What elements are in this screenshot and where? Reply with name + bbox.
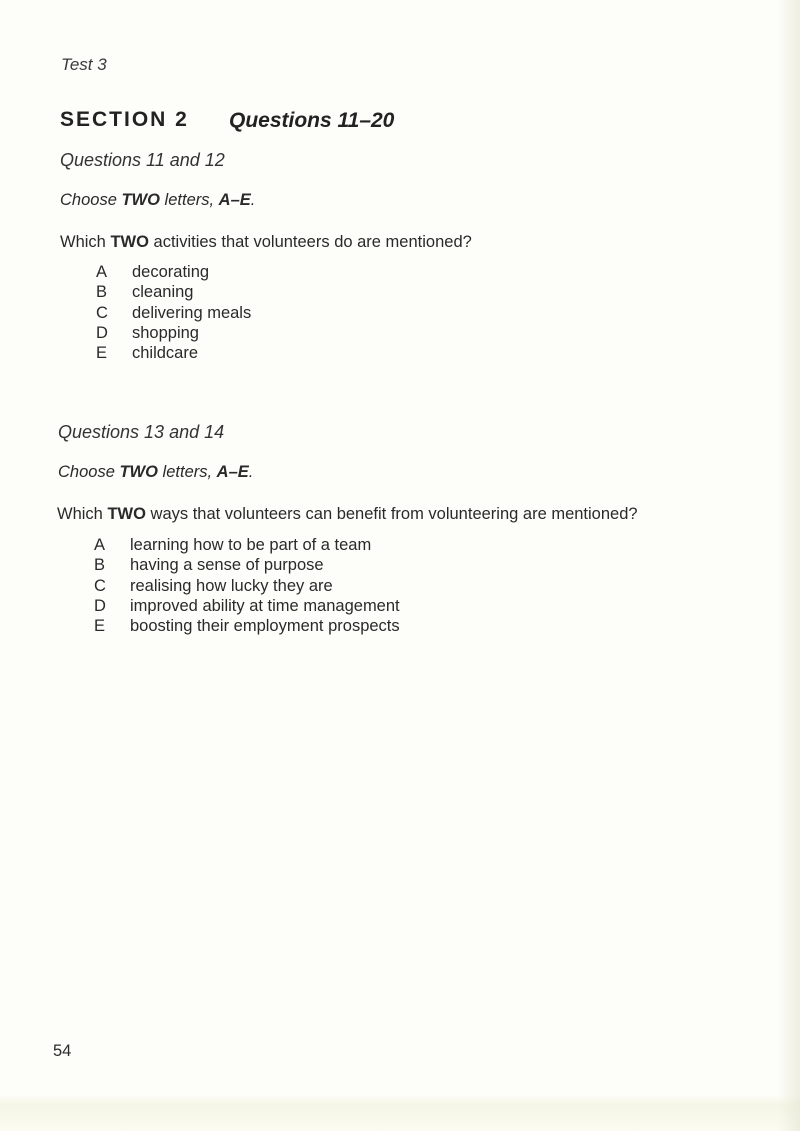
page-number: 54 xyxy=(53,1042,72,1060)
test-label: Test 3 xyxy=(61,55,107,74)
instruction-13-14: Choose TWO letters, A–E. xyxy=(58,463,254,481)
option-d xyxy=(94,596,400,616)
option-text: shopping xyxy=(132,323,199,342)
option-c xyxy=(94,576,400,596)
option-letter: C xyxy=(94,576,106,595)
section-title: SECTION 2 xyxy=(60,108,189,131)
options-13-14 xyxy=(94,535,400,636)
questions-13-14-heading: Questions 13 and 14 xyxy=(58,422,225,442)
option-text: cleaning xyxy=(132,283,194,302)
option-text: realising how lucky they are xyxy=(130,576,333,595)
option-e xyxy=(96,343,251,363)
option-letter: B xyxy=(96,283,108,302)
option-letter: D xyxy=(96,323,108,342)
option-letter: C xyxy=(96,303,108,322)
option-letter: E xyxy=(96,344,108,363)
page-edge-shadow xyxy=(778,0,800,1131)
option-d xyxy=(96,323,251,343)
option-letter: A xyxy=(96,263,108,281)
option-c xyxy=(96,303,251,323)
option-letter: D xyxy=(94,596,106,615)
option-text: childcare xyxy=(132,344,199,363)
option-text: boosting their employment prospects xyxy=(130,617,400,636)
option-text: delivering meals xyxy=(132,303,252,322)
section-questions-range: Questions 11–20 xyxy=(229,109,395,132)
option-letter: A xyxy=(94,536,106,554)
option-b xyxy=(94,555,400,575)
option-a xyxy=(96,262,251,282)
option-letter: B xyxy=(94,556,106,575)
option-text: learning how to be part of a team xyxy=(130,536,372,554)
option-b xyxy=(96,282,251,302)
questions-11-12-heading: Questions 11 and 12 xyxy=(60,150,225,170)
option-a xyxy=(94,535,400,555)
option-letter: E xyxy=(94,617,106,636)
option-text: decorating xyxy=(132,263,210,281)
option-e xyxy=(94,616,400,636)
instruction-11-12: Choose TWO letters, A–E. xyxy=(60,191,256,209)
options-11-12 xyxy=(96,262,251,363)
question-11-12: Which TWO activities that volunteers do are mentioned? xyxy=(60,233,472,251)
option-text: having a sense of purpose xyxy=(130,556,324,575)
option-text: improved ability at time management xyxy=(130,596,400,615)
question-13-14: Which TWO ways that volunteers can benefit from volunteering are mentioned? xyxy=(57,505,638,523)
